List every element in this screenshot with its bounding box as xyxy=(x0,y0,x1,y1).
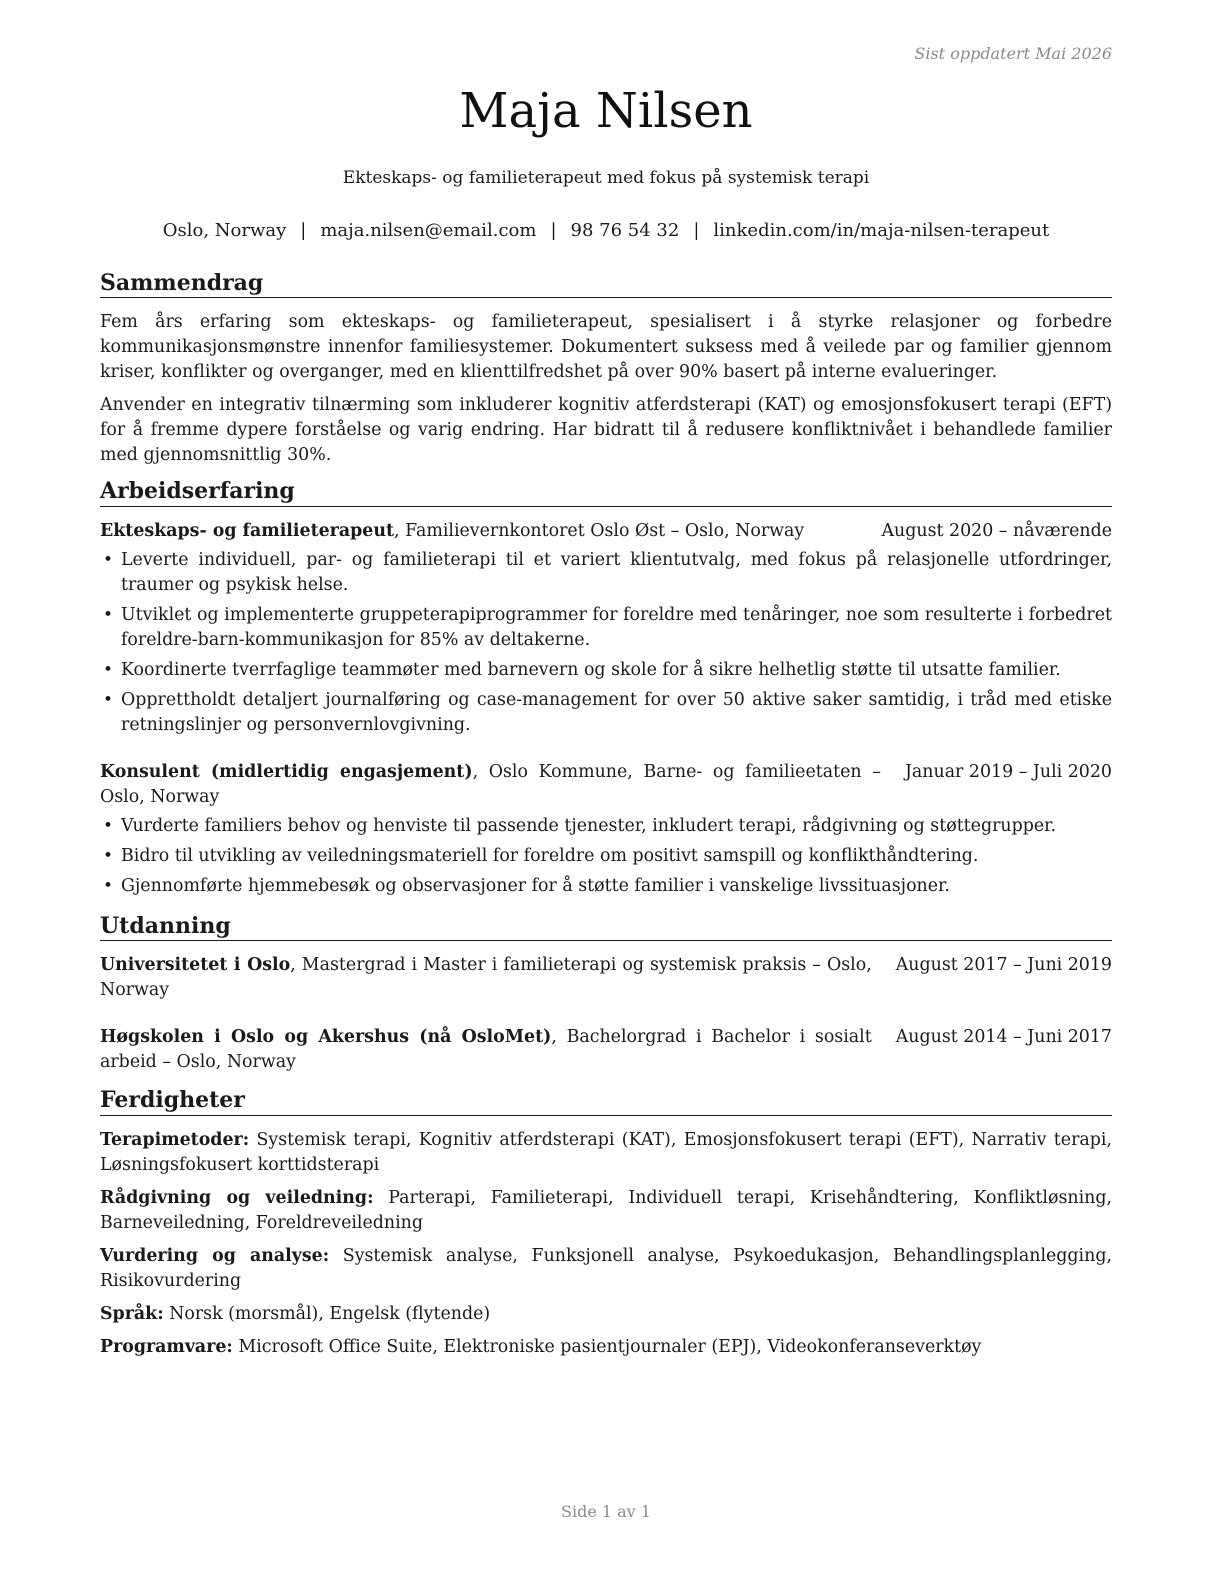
skill-value: Systemisk analyse, Funksjonell analyse, Psykoedukasjon, Behandlingsplanlegging, Risikovurdering xyxy=(100,1245,1112,1291)
job-header xyxy=(100,760,1112,810)
section-title-skills: Ferdigheter xyxy=(100,1087,1112,1115)
bullet-text: Bidro til utvikling av veiledningsmateriell for foreldre om positivt samspill og konflikthåndtering. xyxy=(121,845,979,866)
job-dates: August 2020 – nåværende xyxy=(881,520,1112,541)
bullet-icon: • xyxy=(103,659,114,680)
skill-value: Systemisk terapi, Kognitiv atferdsterapi (KAT), Emosjonsfokusert terapi (EFT), Narrativ terapi, Løsningsfokusert korttidsterapi xyxy=(100,1129,1112,1175)
education-entry xyxy=(100,1025,1112,1075)
list-item xyxy=(100,874,1112,899)
resume-page xyxy=(100,0,1112,1584)
job-entry xyxy=(100,760,1112,899)
resume-content xyxy=(100,270,1112,1370)
bullet-text: Utviklet og implementerte gruppeterapiprogrammer for foreldre med tenåringer, noe som resulterte i forbedret foreldre-barn-kommunikasjon for 85% av deltakerne. xyxy=(121,604,1112,650)
job-employer: , Oslo Kommune, Barne- og familieetaten – Oslo, Norway xyxy=(100,761,881,807)
contact-email[interactable]: maja.nilsen@email.com xyxy=(320,220,537,241)
education-school: Universitetet i Oslo xyxy=(100,955,291,976)
skill-label: Språk: xyxy=(100,1303,164,1324)
bullet-text: Opprettholdt detaljert journalføring og case-management for over 50 aktive saker samtidig, i tråd med etiske retningslinjer og personvernlovgivning. xyxy=(121,689,1112,735)
education-dates: August 2014 – Juni 2017 xyxy=(895,1027,1112,1048)
list-item xyxy=(100,844,1112,869)
list-item xyxy=(100,658,1112,683)
bullet-icon: • xyxy=(103,815,114,836)
education-entry xyxy=(100,953,1112,1003)
section-title-education: Utdanning xyxy=(100,913,1112,941)
job-bullets xyxy=(100,548,1112,738)
section-title-summary: Sammendrag xyxy=(100,270,1112,298)
bullet-text: Leverte individuell, par- og familieterapi til et variert klientutvalg, med fokus på relasjonelle utfordringer, traumer og psykisk helse. xyxy=(121,549,1112,595)
contact-separator: | xyxy=(693,220,700,241)
job-role: Ekteskaps- og familieterapeut xyxy=(100,520,395,541)
skill-value: Norsk (morsmål), Engelsk (flytende) xyxy=(163,1303,491,1324)
skill-row xyxy=(100,1186,1112,1236)
job-header xyxy=(100,519,1112,544)
education-degree: , Mastergrad i Master i familieterapi og systemisk praksis – Oslo, Norway xyxy=(100,955,872,1001)
education-degree: , Bachelorgrad i Bachelor i sosialt arbeid – Oslo, Norway xyxy=(100,1027,872,1073)
skill-label: Terapimetoder: xyxy=(100,1129,250,1150)
summary-paragraph: Fem års erfaring som ekteskaps- og familieterapeut, spesialisert i å styrke relasjoner og forbedre kommunikasjonsmønstre innenfor familiesystemer. Dokumentert suksess med å veilede par og familier gjennom kriser, konflikter og overganger, med en klienttilfredshet på over 90% basert på interne evalueringer. xyxy=(100,312,1112,383)
contact-separator: | xyxy=(550,220,557,241)
skill-row xyxy=(100,1244,1112,1294)
contact-line xyxy=(100,220,1112,241)
candidate-name: Maja Nilsen xyxy=(459,83,753,139)
education-section xyxy=(100,913,1112,1075)
job-dates: Januar 2019 – Juli 2020 xyxy=(904,761,1112,782)
list-item xyxy=(100,688,1112,738)
skill-row xyxy=(100,1302,1112,1327)
bullet-text: Vurderte familiers behov og henviste til passende tjenester, inkludert terapi, rådgivning og støttegrupper. xyxy=(121,815,1057,836)
list-item xyxy=(100,603,1112,653)
skill-row xyxy=(100,1335,1112,1360)
bullet-icon: • xyxy=(103,875,114,896)
job-bullets xyxy=(100,814,1112,899)
bullet-icon: • xyxy=(103,604,114,625)
skills-section xyxy=(100,1087,1112,1359)
skill-value: Microsoft Office Suite, Elektroniske pasientjournaler (EPJ), Videokonferanseverktøy xyxy=(232,1336,982,1357)
section-title-experience: Arbeidserfaring xyxy=(100,478,1112,506)
summary-paragraph: Anvender en integrativ tilnærming som inkluderer kognitiv atferdsterapi (KAT) og emosjonsfokusert terapi (EFT) for å fremme dypere forståelse og varig endring. Har bidratt til å redusere konfliktnivået i behandlede familier med gjennomsnittlig 30%. xyxy=(100,395,1112,466)
skill-label: Rådgivning og veiledning: xyxy=(100,1187,374,1208)
contact-separator: | xyxy=(300,220,307,241)
list-item xyxy=(100,548,1112,598)
skill-row xyxy=(100,1128,1112,1178)
education-school: Høgskolen i Oslo og Akershus (nå OsloMet) xyxy=(100,1027,552,1048)
tagline: Ekteskaps- og familieterapeut med fokus på systemisk terapi xyxy=(342,168,870,188)
job-role: Konsulent (midlertidig engasjement) xyxy=(100,761,473,782)
last-updated: Sist oppdatert Mai 2026 xyxy=(914,44,1112,63)
contact-location: Oslo, Norway xyxy=(162,220,287,241)
education-dates: August 2017 – Juni 2019 xyxy=(895,955,1112,976)
bullet-text: Gjennomførte hjemmebesøk og observasjoner for å støtte familier i vanskelige livssituasjoner. xyxy=(121,875,950,896)
experience-section xyxy=(100,478,1112,898)
bullet-icon: • xyxy=(103,845,114,866)
skill-label: Vurdering og analyse: xyxy=(100,1245,330,1266)
list-item xyxy=(100,814,1112,839)
bullet-text: Koordinerte tverrfaglige teammøter med barnevern og skole for å sikre helhetlig støtte til utsatte familier. xyxy=(121,659,1061,680)
contact-linkedin[interactable]: linkedin.com/in/maja-nilsen-terapeut xyxy=(713,220,1050,241)
contact-phone[interactable]: 98 76 54 32 xyxy=(570,220,680,241)
bullet-icon: • xyxy=(103,549,114,570)
page-number: Side 1 av 1 xyxy=(561,1502,651,1521)
skill-label: Programvare: xyxy=(100,1336,233,1357)
job-entry xyxy=(100,519,1112,738)
job-employer: , Familievernkontoret Oslo Øst – Oslo, Norway xyxy=(394,520,805,541)
summary-section xyxy=(100,270,1112,468)
skill-value: Parterapi, Familieterapi, Individuell terapi, Krisehåndtering, Konfliktløsning, Barneveiledning, Foreldreveiledning xyxy=(100,1187,1112,1233)
bullet-icon: • xyxy=(103,689,114,710)
